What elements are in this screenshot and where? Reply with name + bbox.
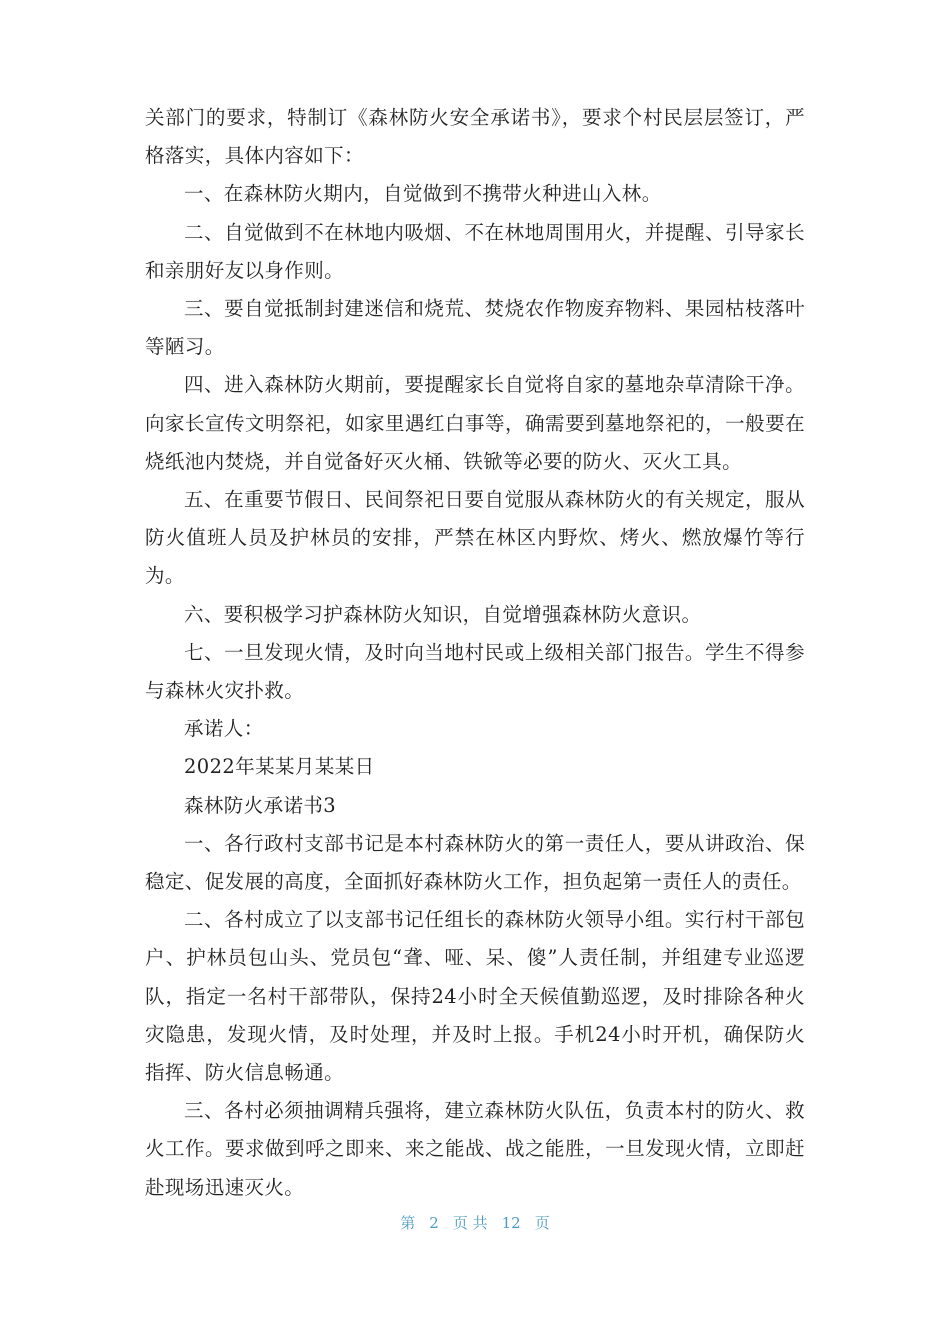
page-footer [0, 1212, 950, 1233]
paragraph-item-2: 二、自觉做到不在林地内吸烟、不在林地周围用火，并提醒、引导家长和亲朋好友以身作则。 [145, 220, 805, 282]
paragraph-intro-continued: 关部门的要求，特制订《森林防火安全承诺书》，要求个村民层层签订，严格落实，具体内容如下： [145, 106, 805, 168]
footer-suffix: 页 [534, 1214, 550, 1232]
paragraph-item-3: 三、要自觉抵制封建迷信和烧荒、焚烧农作物废弃物料、果园枯枝落叶等陋习。 [145, 297, 805, 359]
footer-page-number: 2 [429, 1214, 439, 1232]
paragraph-section3-item-1: 一、各行政村支部书记是本村森林防火的第一责任人，要从讲政治、保稳定、促发展的高度，全面抓好森林防火工作，担负起第一责任人的责任。 [145, 831, 805, 894]
paragraph-item-7: 七、一旦发现火情，及时向当地村民或上级相关部门报告。学生不得参与森林火灾扑救。 [145, 640, 805, 703]
paragraph-item-1: 一、在森林防火期内，自觉做到不携带火种进山入林。 [184, 182, 662, 206]
signature-date: 2022年某某月某某日 [184, 755, 375, 779]
signature-label: 承诺人： [184, 717, 264, 741]
footer-middle: 页 共 [452, 1214, 488, 1232]
footer-total-pages: 12 [501, 1214, 521, 1232]
paragraph-item-5: 五、在重要节假日、民间祭祀日要自觉服从森林防火的有关规定，服从防火值班人员及护林员的安排，严禁在林区内野炊、烤火、燃放爆竹等行为。 [145, 488, 805, 588]
paragraph-item-4: 四、进入森林防火期前，要提醒家长自觉将自家的墓地杂草清除干净。向家长宣传文明祭祀，如家里遇红白事等，确需要到墓地祭祀的，一般要在烧纸池内焚烧，并自觉备好灭火桶、铁锨等必要的防火、灭火工具。 [145, 373, 805, 473]
paragraph-item-6: 六、要积极学习护森林防火知识，自觉增强森林防火意识。 [184, 602, 702, 626]
document-body [145, 99, 805, 1207]
paragraph-section3-item-2: 二、各村成立了以支部书记任组长的森林防火领导小组。实行村干部包户、护林员包山头、党员包“聋、哑、呆、傻”人责任制，并组建专业巡逻队，指定一名村干部带队，保持24小时全天候值勤巡逻，及时排除各种火灾隐患，发现火情，及时处理，并及时上报。手机24小时开机，确保防火指挥、防火信息畅通。 [145, 908, 805, 1085]
footer-prefix: 第 [400, 1214, 416, 1232]
paragraph-section3-item-3: 三、各村必须抽调精兵强将，建立森林防火队伍，负责本村的防火、救火工作。要求做到呼之即来、来之能战、战之能胜，一旦发现火情，立即赶赴现场迅速灭火。 [145, 1099, 805, 1199]
section-heading: 森林防火承诺书3 [184, 793, 337, 817]
